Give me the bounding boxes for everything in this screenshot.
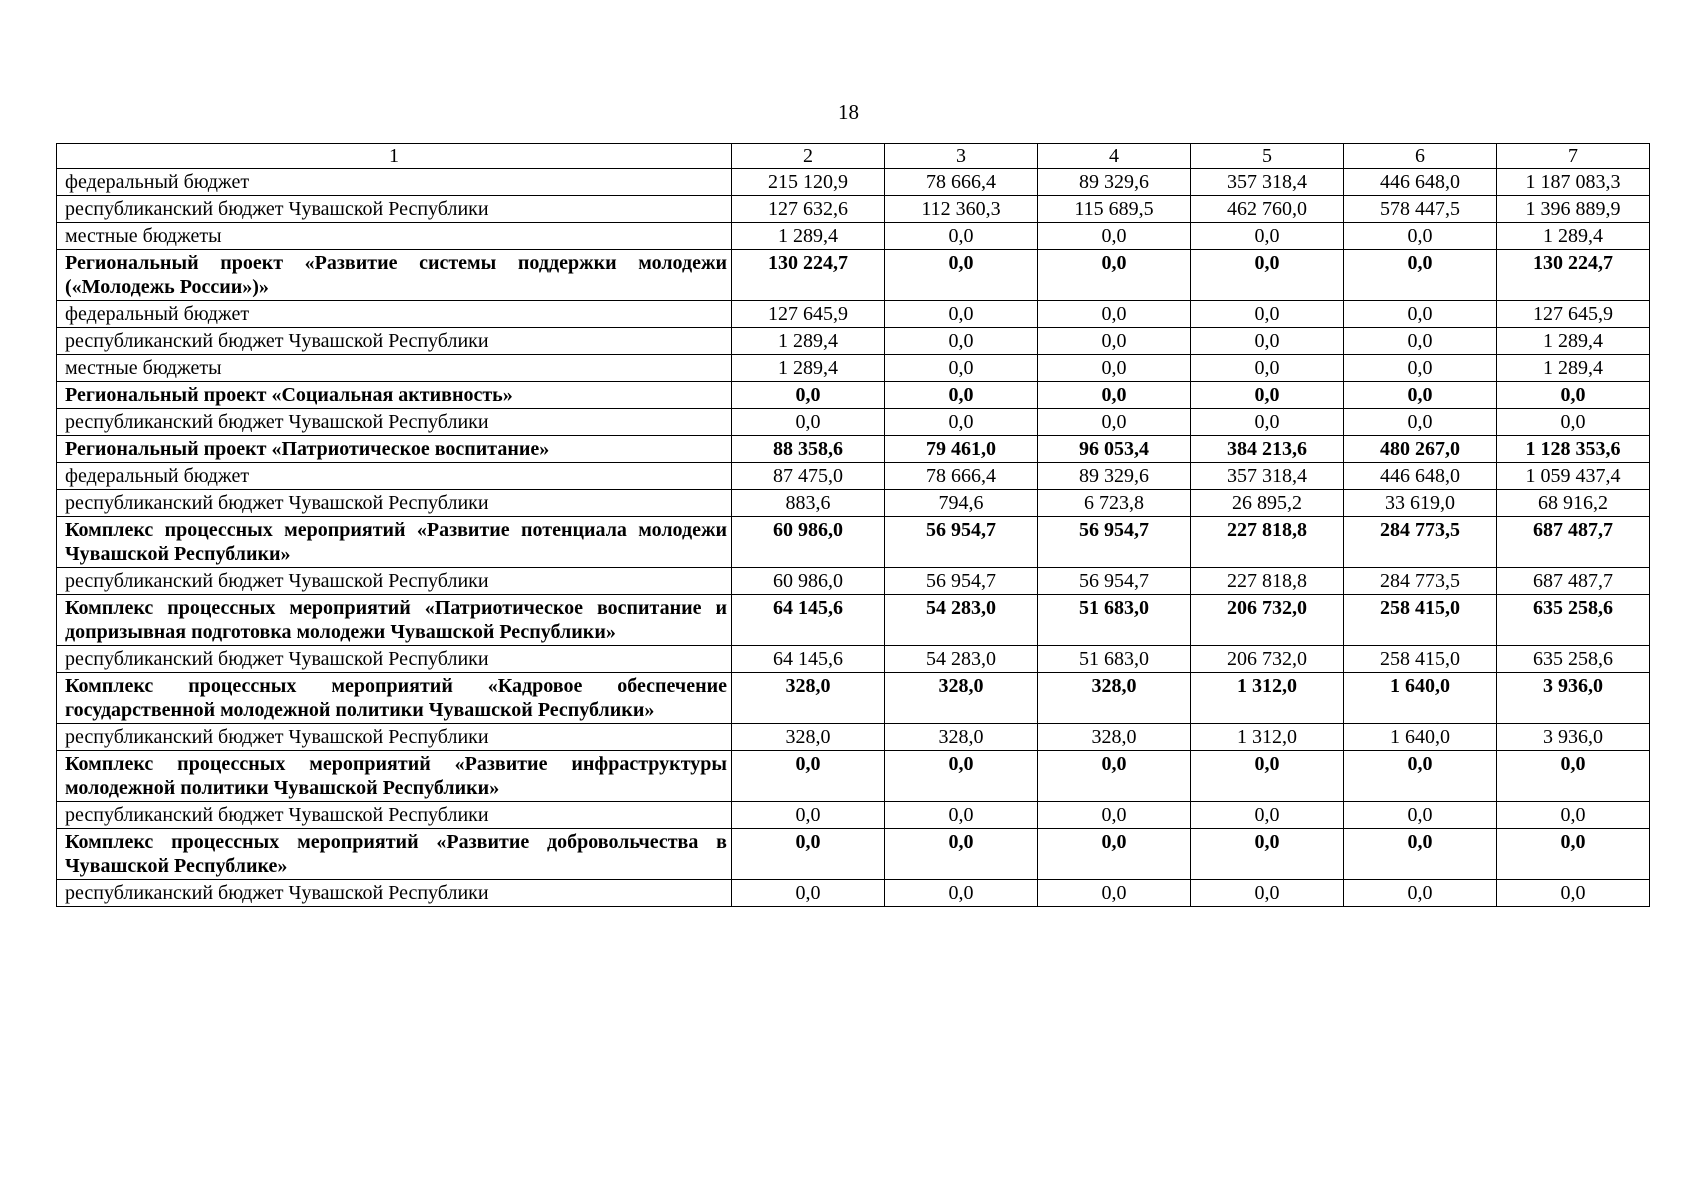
table-row [57,196,1650,223]
value-cell-col-3: 0,0 [885,223,1038,250]
header-cell-7: 7 [1497,144,1650,169]
value-cell-col-2: 328,0 [732,673,885,724]
header-cell-4: 4 [1038,144,1191,169]
value-cell-col-5: 0,0 [1191,751,1344,802]
value-cell-col-7: 0,0 [1497,382,1650,409]
value-cell-col-4: 0,0 [1038,250,1191,301]
value-cell-col-3: 0,0 [885,382,1038,409]
value-cell-col-6: 578 447,5 [1344,196,1497,223]
value-cell-col-5: 384 213,6 [1191,436,1344,463]
value-cell-col-3: 794,6 [885,490,1038,517]
table-row [57,490,1650,517]
value-cell-col-2: 60 986,0 [732,568,885,595]
value-cell-col-3: 112 360,3 [885,196,1038,223]
section-row [57,751,1650,802]
value-cell-col-4: 51 683,0 [1038,595,1191,646]
value-cell-col-5: 206 732,0 [1191,646,1344,673]
value-cell-col-6: 0,0 [1344,409,1497,436]
section-row [57,595,1650,646]
row-label: республиканский бюджет Чувашской Республики [57,196,732,223]
section-label: Комплекс процессных мероприятий «Развитие потенциала молодежи Чувашской Республики» [57,517,732,568]
value-cell-col-4: 0,0 [1038,409,1191,436]
value-cell-col-6: 0,0 [1344,802,1497,829]
table-row [57,724,1650,751]
value-cell-col-4: 0,0 [1038,301,1191,328]
section-label: Региональный проект «Патриотическое воспитание» [57,436,732,463]
value-cell-col-7: 1 289,4 [1497,355,1650,382]
section-label: Региональный проект «Развитие системы поддержки молодежи («Молодежь России»)» [57,250,732,301]
value-cell-col-6: 446 648,0 [1344,169,1497,196]
value-cell-col-6: 0,0 [1344,328,1497,355]
value-cell-col-2: 87 475,0 [732,463,885,490]
value-cell-col-4: 115 689,5 [1038,196,1191,223]
value-cell-col-2: 0,0 [732,382,885,409]
value-cell-col-2: 0,0 [732,409,885,436]
value-cell-col-3: 328,0 [885,724,1038,751]
value-cell-col-4: 0,0 [1038,829,1191,880]
value-cell-col-2: 1 289,4 [732,223,885,250]
value-cell-col-3: 0,0 [885,880,1038,907]
value-cell-col-3: 0,0 [885,802,1038,829]
row-label: федеральный бюджет [57,169,732,196]
value-cell-col-5: 227 818,8 [1191,568,1344,595]
section-row [57,250,1650,301]
row-label: федеральный бюджет [57,301,732,328]
value-cell-col-4: 89 329,6 [1038,463,1191,490]
value-cell-col-2: 64 145,6 [732,646,885,673]
value-cell-col-5: 0,0 [1191,409,1344,436]
value-cell-col-6: 1 640,0 [1344,724,1497,751]
value-cell-col-5: 0,0 [1191,880,1344,907]
value-cell-col-7: 687 487,7 [1497,517,1650,568]
value-cell-col-3: 0,0 [885,355,1038,382]
table-row [57,568,1650,595]
table-row [57,301,1650,328]
value-cell-col-6: 284 773,5 [1344,517,1497,568]
section-row [57,517,1650,568]
table-body [57,144,1650,907]
value-cell-col-2: 130 224,7 [732,250,885,301]
value-cell-col-3: 0,0 [885,250,1038,301]
value-cell-col-5: 357 318,4 [1191,169,1344,196]
table-header-row [57,144,1650,169]
value-cell-col-5: 0,0 [1191,382,1344,409]
header-cell-3: 3 [885,144,1038,169]
header-cell-2: 2 [732,144,885,169]
row-label: республиканский бюджет Чувашской Республики [57,646,732,673]
value-cell-col-3: 0,0 [885,829,1038,880]
value-cell-col-3: 54 283,0 [885,646,1038,673]
value-cell-col-4: 0,0 [1038,355,1191,382]
value-cell-col-5: 227 818,8 [1191,517,1344,568]
value-cell-col-2: 127 645,9 [732,301,885,328]
value-cell-col-7: 130 224,7 [1497,250,1650,301]
row-label: республиканский бюджет Чувашской Республики [57,568,732,595]
value-cell-col-7: 3 936,0 [1497,724,1650,751]
value-cell-col-6: 480 267,0 [1344,436,1497,463]
row-label: республиканский бюджет Чувашской Республики [57,490,732,517]
table-row [57,880,1650,907]
value-cell-col-4: 0,0 [1038,802,1191,829]
table-row [57,355,1650,382]
table-row [57,802,1650,829]
table-row [57,328,1650,355]
value-cell-col-5: 206 732,0 [1191,595,1344,646]
value-cell-col-6: 0,0 [1344,355,1497,382]
value-cell-col-6: 0,0 [1344,829,1497,880]
section-label: Комплекс процессных мероприятий «Кадровое обеспечение государственной молодежной политики Чувашской Республики» [57,673,732,724]
value-cell-col-7: 0,0 [1497,751,1650,802]
value-cell-col-4: 0,0 [1038,223,1191,250]
value-cell-col-7: 0,0 [1497,880,1650,907]
value-cell-col-2: 1 289,4 [732,355,885,382]
value-cell-col-4: 51 683,0 [1038,646,1191,673]
value-cell-col-3: 0,0 [885,328,1038,355]
value-cell-col-3: 79 461,0 [885,436,1038,463]
value-cell-col-7: 687 487,7 [1497,568,1650,595]
value-cell-col-4: 0,0 [1038,382,1191,409]
value-cell-col-7: 127 645,9 [1497,301,1650,328]
section-label: Комплекс процессных мероприятий «Развитие добровольчества в Чувашской Республике» [57,829,732,880]
section-label: Комплекс процессных мероприятий «Патриотическое воспитание и допризывная подготовка молодежи Чувашской Республики» [57,595,732,646]
table-row [57,169,1650,196]
value-cell-col-5: 357 318,4 [1191,463,1344,490]
value-cell-col-5: 0,0 [1191,223,1344,250]
value-cell-col-4: 56 954,7 [1038,517,1191,568]
table-row [57,463,1650,490]
row-label: федеральный бюджет [57,463,732,490]
value-cell-col-7: 68 916,2 [1497,490,1650,517]
value-cell-col-3: 0,0 [885,301,1038,328]
value-cell-col-4: 56 954,7 [1038,568,1191,595]
value-cell-col-6: 0,0 [1344,250,1497,301]
value-cell-col-3: 0,0 [885,751,1038,802]
budget-table [56,143,1650,907]
value-cell-col-6: 33 619,0 [1344,490,1497,517]
value-cell-col-2: 328,0 [732,724,885,751]
value-cell-col-5: 0,0 [1191,328,1344,355]
value-cell-col-2: 0,0 [732,829,885,880]
value-cell-col-6: 446 648,0 [1344,463,1497,490]
value-cell-col-2: 60 986,0 [732,517,885,568]
header-cell-1: 1 [57,144,732,169]
value-cell-col-2: 215 120,9 [732,169,885,196]
row-label: республиканский бюджет Чувашской Республики [57,802,732,829]
value-cell-col-5: 26 895,2 [1191,490,1344,517]
value-cell-col-3: 328,0 [885,673,1038,724]
value-cell-col-7: 1 396 889,9 [1497,196,1650,223]
section-row [57,829,1650,880]
value-cell-col-5: 0,0 [1191,250,1344,301]
value-cell-col-3: 78 666,4 [885,169,1038,196]
value-cell-col-3: 0,0 [885,409,1038,436]
value-cell-col-5: 462 760,0 [1191,196,1344,223]
table-row [57,409,1650,436]
value-cell-col-4: 328,0 [1038,724,1191,751]
value-cell-col-4: 0,0 [1038,880,1191,907]
value-cell-col-7: 0,0 [1497,409,1650,436]
section-label: Комплекс процессных мероприятий «Развитие инфраструктуры молодежной политики Чувашской Республики» [57,751,732,802]
value-cell-col-6: 0,0 [1344,301,1497,328]
header-cell-6: 6 [1344,144,1497,169]
value-cell-col-6: 0,0 [1344,880,1497,907]
value-cell-col-7: 635 258,6 [1497,595,1650,646]
row-label: республиканский бюджет Чувашской Республики [57,328,732,355]
section-row [57,436,1650,463]
value-cell-col-6: 0,0 [1344,382,1497,409]
row-label: местные бюджеты [57,223,732,250]
value-cell-col-6: 258 415,0 [1344,595,1497,646]
value-cell-col-2: 64 145,6 [732,595,885,646]
row-label: республиканский бюджет Чувашской Республики [57,409,732,436]
value-cell-col-2: 0,0 [732,751,885,802]
table-row [57,646,1650,673]
value-cell-col-2: 88 358,6 [732,436,885,463]
value-cell-col-7: 1 128 353,6 [1497,436,1650,463]
section-label: Региональный проект «Социальная активность» [57,382,732,409]
value-cell-col-5: 0,0 [1191,802,1344,829]
value-cell-col-7: 0,0 [1497,802,1650,829]
value-cell-col-3: 56 954,7 [885,517,1038,568]
section-row [57,673,1650,724]
value-cell-col-6: 1 640,0 [1344,673,1497,724]
value-cell-col-7: 1 289,4 [1497,223,1650,250]
row-label: республиканский бюджет Чувашской Республики [57,880,732,907]
section-row [57,382,1650,409]
value-cell-col-2: 883,6 [732,490,885,517]
value-cell-col-4: 0,0 [1038,328,1191,355]
value-cell-col-3: 54 283,0 [885,595,1038,646]
value-cell-col-6: 0,0 [1344,751,1497,802]
row-label: республиканский бюджет Чувашской Республики [57,724,732,751]
value-cell-col-2: 127 632,6 [732,196,885,223]
value-cell-col-2: 0,0 [732,880,885,907]
row-label: местные бюджеты [57,355,732,382]
value-cell-col-3: 78 666,4 [885,463,1038,490]
value-cell-col-5: 0,0 [1191,301,1344,328]
value-cell-col-6: 0,0 [1344,223,1497,250]
value-cell-col-4: 0,0 [1038,751,1191,802]
value-cell-col-6: 258 415,0 [1344,646,1497,673]
page-number: 18 [838,100,859,124]
value-cell-col-7: 0,0 [1497,829,1650,880]
value-cell-col-4: 96 053,4 [1038,436,1191,463]
value-cell-col-7: 1 187 083,3 [1497,169,1650,196]
header-cell-5: 5 [1191,144,1344,169]
value-cell-col-2: 1 289,4 [732,328,885,355]
value-cell-col-3: 56 954,7 [885,568,1038,595]
value-cell-col-2: 0,0 [732,802,885,829]
value-cell-col-4: 328,0 [1038,673,1191,724]
value-cell-col-6: 284 773,5 [1344,568,1497,595]
value-cell-col-5: 1 312,0 [1191,673,1344,724]
table-row [57,223,1650,250]
value-cell-col-4: 89 329,6 [1038,169,1191,196]
value-cell-col-5: 1 312,0 [1191,724,1344,751]
value-cell-col-7: 1 289,4 [1497,328,1650,355]
value-cell-col-7: 3 936,0 [1497,673,1650,724]
value-cell-col-7: 1 059 437,4 [1497,463,1650,490]
value-cell-col-4: 6 723,8 [1038,490,1191,517]
value-cell-col-5: 0,0 [1191,355,1344,382]
value-cell-col-7: 635 258,6 [1497,646,1650,673]
value-cell-col-5: 0,0 [1191,829,1344,880]
